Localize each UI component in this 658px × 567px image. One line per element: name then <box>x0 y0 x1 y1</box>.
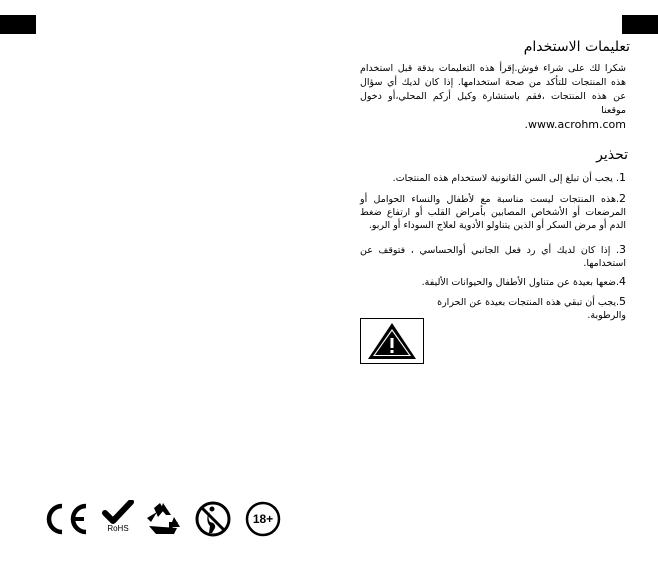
warning-item-text: .هذه المنتجات ليست مناسبة مع لأطفال والنساء الحوامل أو المرضعات أو الأشخاص المصابين بأمراض القلب أو ارتفاع ضغط الدم أو مرض السكر أو الذين يتناولو الأدوية لعلاج السوداء أو الربو. <box>360 194 626 231</box>
warning-item-number: 3 <box>619 243 626 256</box>
corner-tab-left <box>0 15 36 34</box>
warning-title: تحذير <box>596 147 628 163</box>
corner-tab-right <box>622 15 658 34</box>
rohs-check-icon <box>100 500 136 538</box>
warning-item-text: . إذا كان لديك أي رد فعل الجانبي أوالحساسي ، فتوقف عن استخدامها. <box>360 245 626 269</box>
warning-item-number: 2 <box>619 192 626 205</box>
warning-item-number: 4 <box>619 275 626 288</box>
website-url: .www.acrohm.com <box>524 118 626 131</box>
warning-item-number: 1 <box>619 171 626 184</box>
rohs-label: RoHS <box>107 524 129 533</box>
warning-item-number: 5 <box>619 295 626 308</box>
age-18-icon <box>244 500 282 538</box>
ce-mark-icon <box>40 500 90 538</box>
warning-item-text: . يجب أن تبلغ إلى السن القانونية لاستخدام هذه المنتجات. <box>392 173 619 184</box>
recycle-icon <box>144 500 182 538</box>
instructions-body <box>360 62 626 132</box>
warning-item-2 <box>360 192 626 232</box>
warning-item-4 <box>396 275 626 289</box>
no-pregnant-icon <box>194 500 232 538</box>
instructions-text: شكرا لك على شراء فوش.إقرأ هذه التعليمات بدقة قبل استخدام هذه المنتجات للتأكد من صحة استخدامها. إذا كان لديك أي سؤال عن هذه المنتجات ،فقم باستشارة وكيل أركم المحلي،أو دخول موقعنا <box>360 63 626 116</box>
warning-item-text: .يجب أن تبقي هذه المنتجات بعيدة عن الحرارة والرطوبة. <box>437 297 626 321</box>
warning-item-5 <box>436 295 626 322</box>
warning-triangle-icon <box>360 318 424 364</box>
instructions-title: تعليمات الاستخدام <box>523 39 630 55</box>
warning-item-3 <box>360 243 626 270</box>
warning-item-1 <box>360 171 626 185</box>
warning-item-text: .ضعها بعيدة عن متناول الأطفال والحيوانات الأليفة. <box>421 277 619 288</box>
age-label: 18+ <box>252 512 274 526</box>
